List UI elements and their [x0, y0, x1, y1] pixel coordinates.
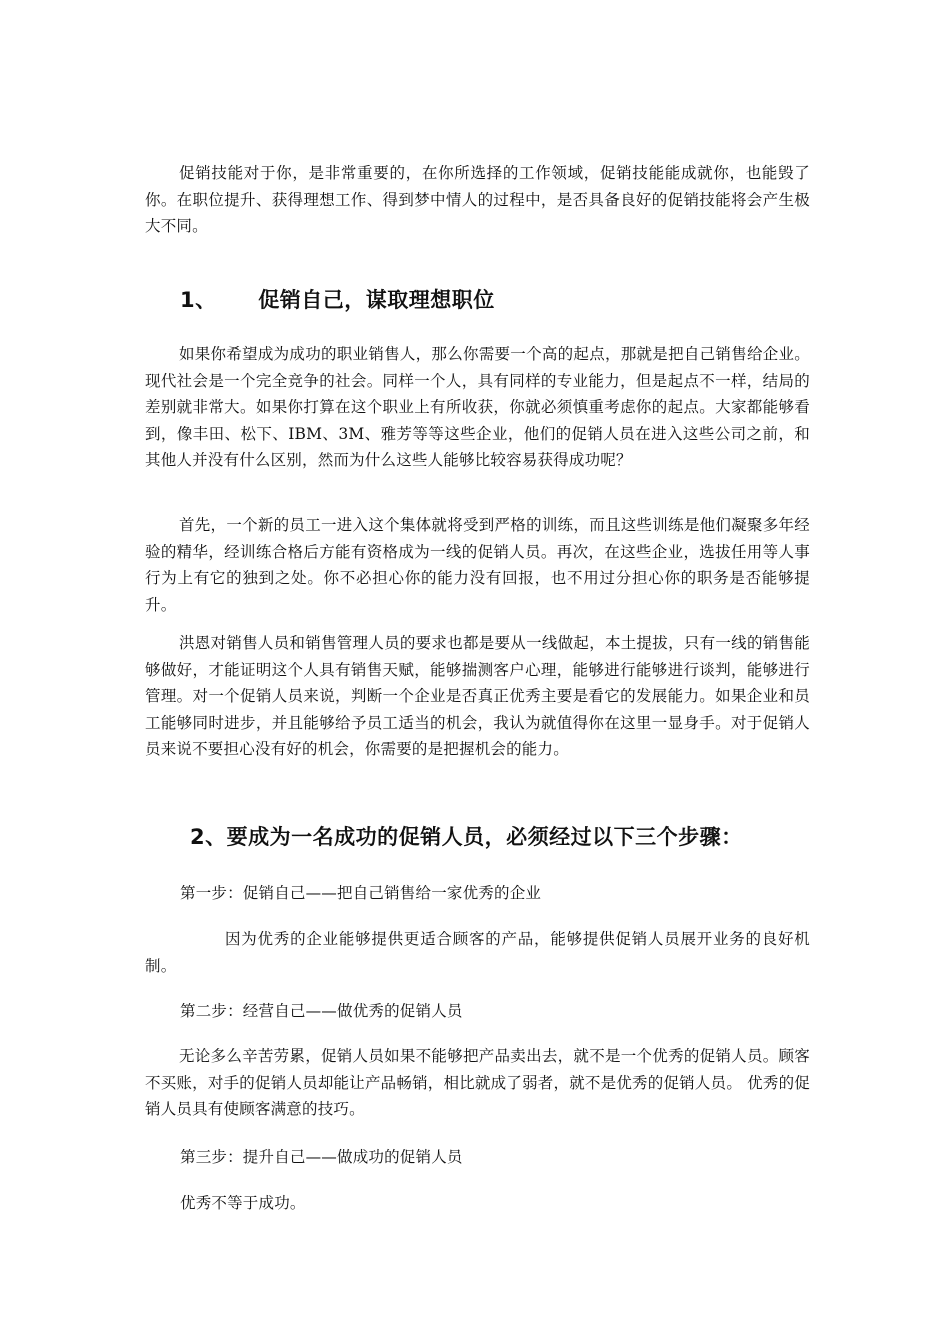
section-2-heading: 2、要成为一名成功的促销人员，必须经过以下三个步骤：	[190, 825, 743, 849]
step-1-paragraph: 因为优秀的企业能够提供更适合顾客的产品，能够提供促销人员展开业务的良好机制。	[145, 930, 810, 975]
step-2-paragraph: 无论多么辛苦劳累，促销人员如果不能够把产品卖出去，就不是一个优秀的促销人员。顾客不买账，对手的促销人员却能让产品畅销，相比就成了弱者，就不是优秀的促销人员。 优秀的促销人员具有使顾客满意的技巧。	[145, 1047, 810, 1118]
section-1-title: 促销自己，谋取理想职位	[258, 288, 495, 312]
section-1-heading	[180, 284, 495, 314]
step-3-label: 第三步：提升自己——做成功的促销人员	[180, 1148, 463, 1166]
section-1-number: 1、	[180, 288, 217, 312]
step-1-label: 第一步：促销自己——把自己销售给一家优秀的企业	[180, 884, 542, 902]
section-1-paragraph-2: 首先，一个新的员工一进入这个集体就将受到严格的训练，而且这些训练是他们凝聚多年经验的精华，经训练合格后方能有资格成为一线的促销人员。再次，在这些企业，选拔任用等人事行为上有它的独到之处。你不必担心你的能力没有回报，也不用过分担心你的职务是否能够提升。	[145, 516, 810, 614]
section-1-paragraph-1: 如果你希望成为成功的职业销售人，那么你需要一个高的起点，那就是把自己销售给企业。 现代社会是一个完全竞争的社会。同样一个人，具有同样的专业能力，但是起点不一样，结局的差别就非常大。如果你打算在这个职业上有所收获，你就必须慎重考虑你的起点。大家都能够看到，像丰田、松下、IBM、3M、雅芳等等这些企业，他们的促销人员在进入这些公司之前，和其他人并没有什么区别，然而为什么这些人能够比较容易获得成功呢？	[145, 345, 810, 469]
section-1-paragraph-3: 洪恩对销售人员和销售管理人员的要求也都是要从一线做起，本土提拔，只有一线的销售能够做好，才能证明这个人具有销售天赋，能够揣测客户心理，能够进行能够进行谈判，能够进行管理。对一个促销人员来说，判断一个企业是否真正优秀主要是看它的发展能力。如果企业和员工能够同时进步，并且能够给予员工适当的机会，我认为就值得你在这里一显身手。对于促销人员来说不要担心没有好的机会，你需要的是把握机会的能力。	[145, 634, 810, 758]
step-2-label: 第二步：经营自己——做优秀的促销人员	[180, 1002, 463, 1020]
intro-paragraph: 促销技能对于你，是非常重要的，在你所选择的工作领域，促销技能能成就你，也能毁了你。在职位提升、获得理想工作、得到梦中情人的过程中，是否具备良好的促销技能将会产生极大不同。	[145, 164, 810, 235]
step-3-paragraph: 优秀不等于成功。	[180, 1194, 306, 1212]
